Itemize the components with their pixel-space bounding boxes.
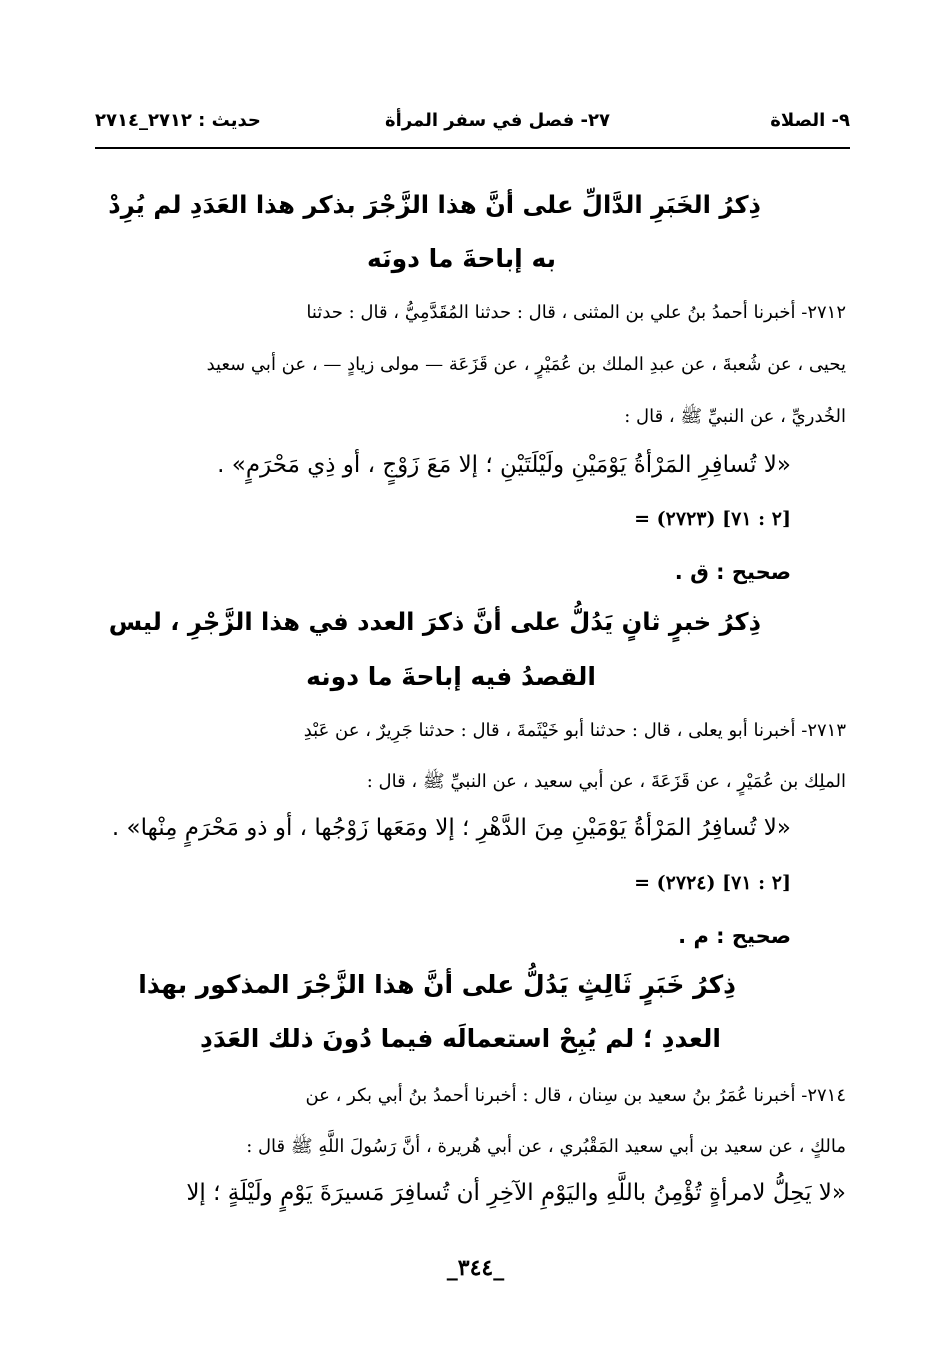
header-rule: [95, 147, 850, 149]
section-2-heading-line-1: ذِكرُ خبرٍ ثانٍ يَدُلُّ على أنَّ ذكرَ العدد في هذا الزَّجْرِ ، ليس: [108, 608, 761, 636]
hadith-2712-matn: «لا تُسافِرِ المَرْأةُ يَوْمَيْنِ ولَيْلَتَيْنِ ؛ إلا مَعَ زَوْجٍ ، أو ذِي مَحْرَمٍ» .: [217, 452, 791, 478]
header-hadith-range: حديث : ٢٧١٢_٢٧١٤: [95, 110, 261, 131]
hadith-2713-grade: صحيح : م .: [678, 924, 791, 948]
hadith-2713-isnad-line-1: ٢٧١٣- أخبرنا أبو يعلى ، قال : حدثنا أبو خَيْثَمةَ ، قال : حدثنا جَرِيرٌ ، عن عَبْدِ: [303, 720, 846, 741]
hadith-2712-isnad-line-1: ٢٧١٢- أخبرنا أحمدُ بنُ علي بن المثنى ، قال : حدثنا المُقَدَّمِيُّ ، قال : حدثنا: [306, 302, 846, 323]
section-2-heading-line-2: القصدُ فيه إباحةَ ما دونه: [306, 662, 596, 691]
page-number: _٣٤٤_: [446, 1255, 505, 1281]
hadith-2712-isnad-line-2: يحيى ، عن شُعبةَ ، عن عبدِ الملك بن عُمَيْرٍ ، عن قَزَعَة — مولى زيادٍ — ، عن أبي سعيد: [206, 354, 846, 375]
section-1-heading-line-1: ذِكرُ الخَبَرِ الدَّالِّ على أنَّ هذا الزَّجْرَ بذكر هذا العَدَدِ لم يُرِدْ: [108, 190, 761, 219]
hadith-2714-isnad-line-1: ٢٧١٤- أخبرنا عُمَرُ بنُ سعيد بن سِنان ، قال : أخبرنا أحمدُ بنُ أبي بكر ، عن: [305, 1085, 846, 1106]
hadith-2713-isnad-line-2: الملِك بن عُمَيْرٍ ، عن قَزَعَةَ ، عن أبي سعيد ، عن النبيِّ ﷺ ، قال :: [366, 771, 846, 792]
header-section: ٢٧- فصل في سفر المرأة: [385, 110, 610, 131]
hadith-2712-isnad-line-3: الخُدريِّ ، عن النبيِّ ﷺ ، قال :: [624, 406, 846, 427]
hadith-2712-grade: صحيح : ق .: [674, 560, 791, 584]
hadith-2714-matn: «لا يَحِلُّ لامرأةٍ تُؤْمِنُ باللَّهِ واليَوْمِ الآخِرِ أن تُسافِرَ مَسيرَةَ يَوْمٍ ولَيْلَةٍ ؛ إلا: [186, 1180, 846, 1206]
hadith-2712-reference: = (٢٧٢٣) [٢ : ٧١]: [634, 508, 791, 530]
hadith-2713-matn: «لا تُسافِرُ المَرْأةُ يَوْمَيْنِ مِنَ الدَّهْرِ ؛ إلا ومَعَها زَوْجُها ، أو ذو مَحْرَمٍ مِنْها» .: [111, 815, 791, 841]
running-header: [95, 110, 850, 140]
header-chapter: ٩- الصلاة: [770, 110, 850, 131]
section-3-heading-line-2: العددِ ؛ لم يُبِحْ استعمالَه فيما دُونَ ذلك العَدَدِ: [200, 1024, 721, 1053]
hadith-2714-isnad-line-2: مالكٍ ، عن سعيد بن أبي سعيد المَقْبُري ، عن أبي هُريرة ، أنَّ رَسُولَ اللَّهِ ﷺ قال :: [246, 1136, 846, 1157]
section-1-heading-line-2: به إباحةَ ما دونَه: [367, 244, 556, 273]
hadith-2713-reference: = (٢٧٢٤) [٢ : ٧١]: [634, 872, 791, 894]
section-3-heading-line-1: ذِكرُ خَبَرٍ ثَالِثٍ يَدُلُّ على أنَّ هذا الزَّجْرَ المذكور بهذا: [138, 970, 736, 999]
